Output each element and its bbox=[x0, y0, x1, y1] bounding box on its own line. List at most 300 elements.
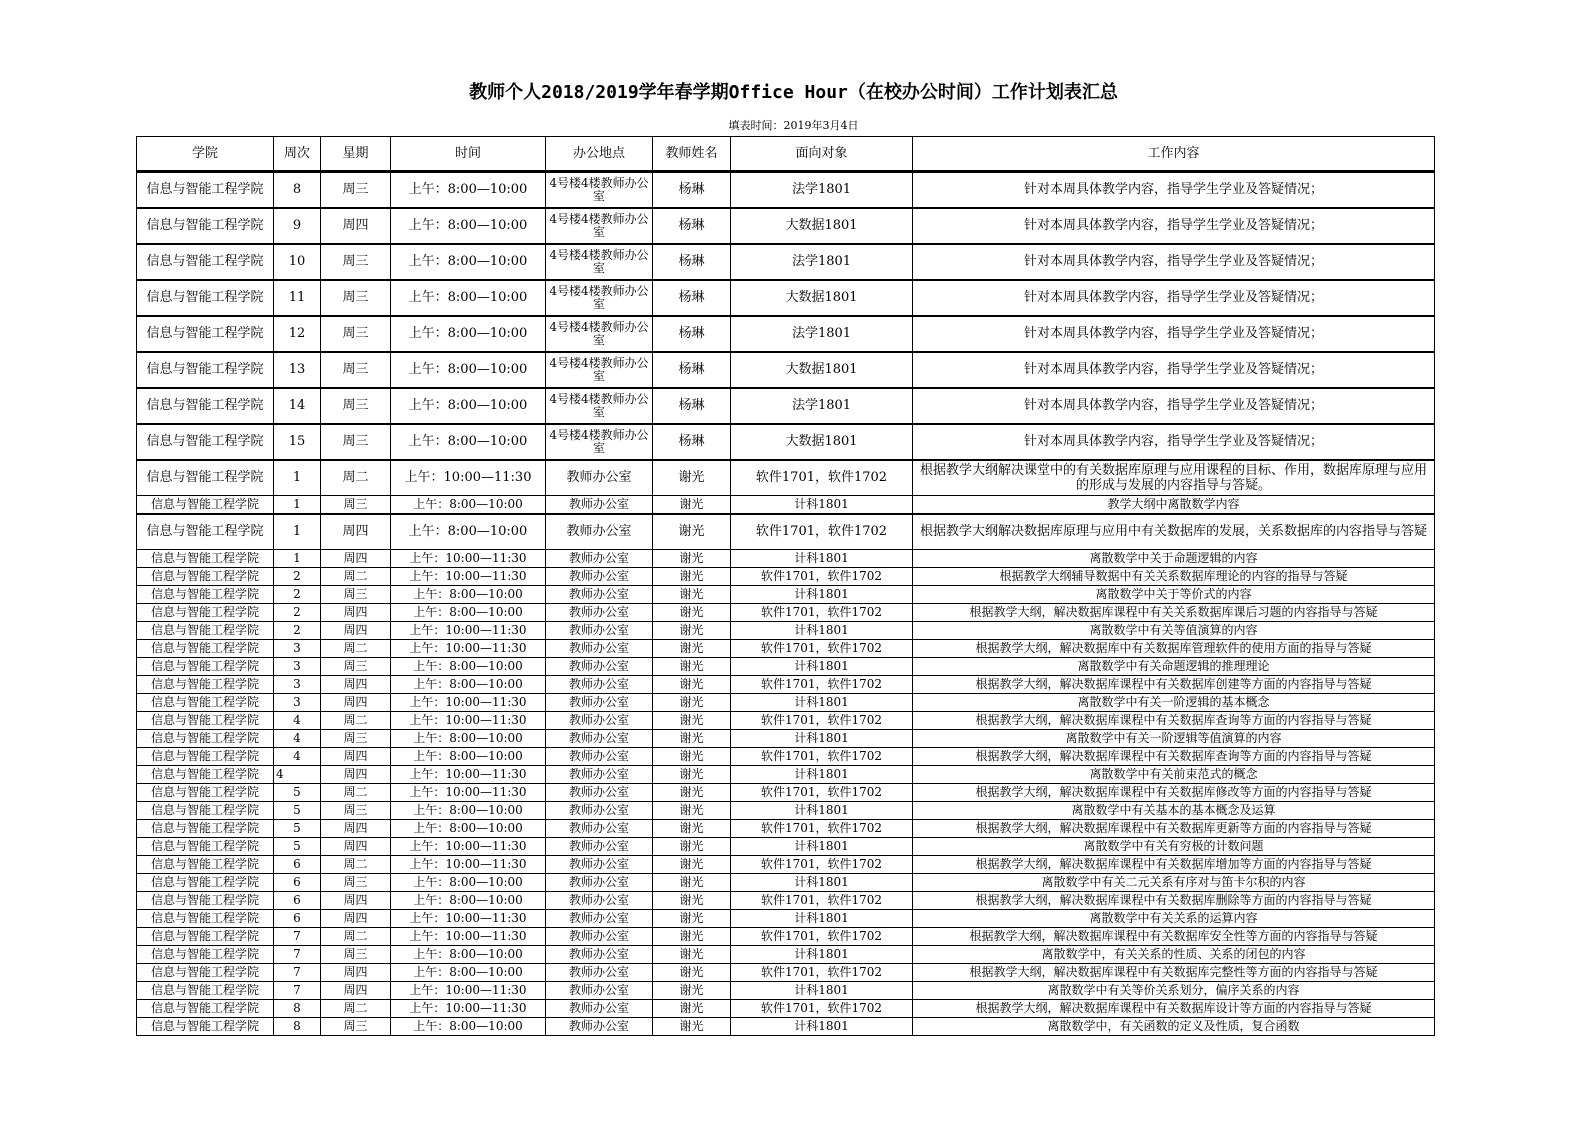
table-row bbox=[137, 694, 1435, 712]
col-header-target: 面向对象 bbox=[731, 137, 913, 172]
cell-location: 教师办公室 bbox=[546, 568, 653, 586]
cell-weekday: 周三 bbox=[321, 244, 391, 280]
cell-college: 信息与智能工程学院 bbox=[137, 802, 274, 820]
cell-weekday: 周二 bbox=[321, 712, 391, 730]
sheet-title: 教师个人2018/2019学年春学期Office Hour（在校办公时间）工作计划表汇总 bbox=[469, 82, 1118, 103]
cell-teacher: 谢光 bbox=[653, 730, 731, 748]
cell-time: 上午：10:00—11:30 bbox=[391, 622, 546, 640]
col-header-college: 学院 bbox=[137, 137, 274, 172]
cell-location: 教师办公室 bbox=[546, 982, 653, 1000]
cell-target: 软件1701，软件1702 bbox=[731, 784, 913, 802]
cell-content: 离散数学中关于等价式的内容 bbox=[913, 586, 1435, 604]
cell-target: 软件1701，软件1702 bbox=[731, 676, 913, 694]
cell-content: 离散数学中有关一阶逻辑等值演算的内容 bbox=[913, 730, 1435, 748]
header-row bbox=[137, 137, 1435, 172]
cell-teacher: 谢光 bbox=[653, 838, 731, 856]
cell-weekday: 周三 bbox=[321, 730, 391, 748]
cell-time: 上午：10:00—11:30 bbox=[391, 928, 546, 946]
cell-weekday: 周四 bbox=[321, 748, 391, 766]
cell-location: 教师办公室 bbox=[546, 856, 653, 874]
cell-week: 3 bbox=[274, 694, 321, 712]
cell-teacher: 谢光 bbox=[653, 748, 731, 766]
cell-college: 信息与智能工程学院 bbox=[137, 550, 274, 568]
cell-time: 上午：8:00—10:00 bbox=[391, 496, 546, 514]
cell-teacher: 谢光 bbox=[653, 640, 731, 658]
cell-location: 教师办公室 bbox=[546, 748, 653, 766]
cell-college: 信息与智能工程学院 bbox=[137, 730, 274, 748]
table-row bbox=[137, 820, 1435, 838]
cell-teacher: 杨琳 bbox=[653, 424, 731, 460]
cell-weekday: 周二 bbox=[321, 568, 391, 586]
cell-teacher: 谢光 bbox=[653, 784, 731, 802]
cell-college: 信息与智能工程学院 bbox=[137, 208, 274, 244]
cell-weekday: 周四 bbox=[321, 892, 391, 910]
cell-location: 教师办公室 bbox=[546, 766, 653, 784]
cell-week: 6 bbox=[274, 856, 321, 874]
table-row bbox=[137, 730, 1435, 748]
cell-college: 信息与智能工程学院 bbox=[137, 352, 274, 388]
cell-content: 针对本周具体教学内容，指导学生学业及答疑情况； bbox=[913, 388, 1435, 424]
cell-teacher: 谢光 bbox=[653, 622, 731, 640]
cell-week: 5 bbox=[274, 820, 321, 838]
cell-target: 计科1801 bbox=[731, 982, 913, 1000]
cell-time: 上午：8:00—10:00 bbox=[391, 730, 546, 748]
cell-location: 教师办公室 bbox=[546, 496, 653, 514]
cell-location: 4号楼4楼教师办公室 bbox=[546, 172, 653, 208]
cell-college: 信息与智能工程学院 bbox=[137, 1018, 274, 1036]
cell-week: 7 bbox=[274, 964, 321, 982]
cell-target: 软件1701，软件1702 bbox=[731, 748, 913, 766]
cell-weekday: 周四 bbox=[321, 208, 391, 244]
cell-teacher: 谢光 bbox=[653, 856, 731, 874]
cell-content: 根据教学大纲，解决数据库课程中有关数据库修改等方面的内容指导与答疑 bbox=[913, 784, 1435, 802]
cell-content: 根据教学大纲，解决数据库课程中有关数据库增加等方面的内容指导与答疑 bbox=[913, 856, 1435, 874]
cell-time: 上午：10:00—11:30 bbox=[391, 460, 546, 496]
cell-location: 教师办公室 bbox=[546, 658, 653, 676]
cell-time: 上午：8:00—10:00 bbox=[391, 280, 546, 316]
cell-time: 上午：8:00—10:00 bbox=[391, 586, 546, 604]
cell-location: 教师办公室 bbox=[546, 946, 653, 964]
cell-target: 软件1701，软件1702 bbox=[731, 964, 913, 982]
table-row bbox=[137, 946, 1435, 964]
cell-week: 14 bbox=[274, 388, 321, 424]
cell-college: 信息与智能工程学院 bbox=[137, 964, 274, 982]
cell-target: 计科1801 bbox=[731, 766, 913, 784]
cell-weekday: 周四 bbox=[321, 964, 391, 982]
cell-weekday: 周四 bbox=[321, 550, 391, 568]
cell-content: 根据教学大纲，解决数据库中有关数据库管理软件的使用方面的指导与答疑 bbox=[913, 640, 1435, 658]
cell-time: 上午：10:00—11:30 bbox=[391, 838, 546, 856]
table-row bbox=[137, 1000, 1435, 1018]
cell-target: 软件1701，软件1702 bbox=[731, 856, 913, 874]
cell-content: 离散数学中关于命题逻辑的内容 bbox=[913, 550, 1435, 568]
cell-content: 根据教学大纲，解决数据库课程中有关数据库安全性等方面的内容指导与答疑 bbox=[913, 928, 1435, 946]
cell-college: 信息与智能工程学院 bbox=[137, 820, 274, 838]
cell-week: 2 bbox=[274, 586, 321, 604]
cell-time: 上午：8:00—10:00 bbox=[391, 604, 546, 622]
table-row bbox=[137, 496, 1435, 514]
cell-teacher: 谢光 bbox=[653, 910, 731, 928]
cell-week: 7 bbox=[274, 982, 321, 1000]
cell-weekday: 周二 bbox=[321, 928, 391, 946]
cell-location: 教师办公室 bbox=[546, 784, 653, 802]
cell-week: 6 bbox=[274, 892, 321, 910]
table-row bbox=[137, 424, 1435, 460]
cell-teacher: 杨琳 bbox=[653, 388, 731, 424]
cell-time: 上午：10:00—11:30 bbox=[391, 640, 546, 658]
cell-target: 软件1701，软件1702 bbox=[731, 604, 913, 622]
cell-teacher: 杨琳 bbox=[653, 244, 731, 280]
cell-content: 离散数学中，有关关系的性质、关系的闭包的内容 bbox=[913, 946, 1435, 964]
cell-content: 根据教学大纲，解决数据库课程中有关数据库创建等方面的内容指导与答疑 bbox=[913, 676, 1435, 694]
cell-teacher: 谢光 bbox=[653, 514, 731, 550]
cell-target: 计科1801 bbox=[731, 874, 913, 892]
cell-college: 信息与智能工程学院 bbox=[137, 604, 274, 622]
cell-target: 软件1701，软件1702 bbox=[731, 568, 913, 586]
cell-college: 信息与智能工程学院 bbox=[137, 694, 274, 712]
cell-weekday: 周三 bbox=[321, 172, 391, 208]
cell-location: 教师办公室 bbox=[546, 910, 653, 928]
table-row bbox=[137, 568, 1435, 586]
cell-college: 信息与智能工程学院 bbox=[137, 1000, 274, 1018]
cell-time: 上午：8:00—10:00 bbox=[391, 244, 546, 280]
cell-content: 离散数学中，有关函数的定义及性质，复合函数 bbox=[913, 1018, 1435, 1036]
cell-week: 5 bbox=[274, 802, 321, 820]
cell-target: 计科1801 bbox=[731, 802, 913, 820]
cell-weekday: 周三 bbox=[321, 496, 391, 514]
cell-time: 上午：8:00—10:00 bbox=[391, 802, 546, 820]
cell-time: 上午：8:00—10:00 bbox=[391, 820, 546, 838]
cell-time: 上午：10:00—11:30 bbox=[391, 982, 546, 1000]
cell-college: 信息与智能工程学院 bbox=[137, 946, 274, 964]
cell-week: 15 bbox=[274, 424, 321, 460]
cell-content: 针对本周具体教学内容，指导学生学业及答疑情况； bbox=[913, 208, 1435, 244]
cell-college: 信息与智能工程学院 bbox=[137, 514, 274, 550]
cell-weekday: 周三 bbox=[321, 1018, 391, 1036]
cell-weekday: 周三 bbox=[321, 874, 391, 892]
cell-weekday: 周二 bbox=[321, 1000, 391, 1018]
table-row bbox=[137, 892, 1435, 910]
cell-college: 信息与智能工程学院 bbox=[137, 856, 274, 874]
table-row bbox=[137, 208, 1435, 244]
table-row bbox=[137, 352, 1435, 388]
cell-content: 根据教学大纲解决数据库原理与应用中有关数据库的发展，关系数据库的内容指导与答疑 bbox=[913, 514, 1435, 550]
cell-target: 软件1701，软件1702 bbox=[731, 892, 913, 910]
cell-week: 8 bbox=[274, 1018, 321, 1036]
cell-week: 3 bbox=[274, 676, 321, 694]
cell-content: 针对本周具体教学内容，指导学生学业及答疑情况； bbox=[913, 352, 1435, 388]
cell-teacher: 谢光 bbox=[653, 802, 731, 820]
cell-location: 教师办公室 bbox=[546, 622, 653, 640]
cell-target: 大数据1801 bbox=[731, 280, 913, 316]
cell-location: 教师办公室 bbox=[546, 1018, 653, 1036]
table-row bbox=[137, 910, 1435, 928]
cell-time: 上午：10:00—11:30 bbox=[391, 856, 546, 874]
cell-week: 2 bbox=[274, 622, 321, 640]
cell-target: 软件1701，软件1702 bbox=[731, 928, 913, 946]
cell-week: 9 bbox=[274, 208, 321, 244]
cell-college: 信息与智能工程学院 bbox=[137, 676, 274, 694]
cell-content: 离散数学中有关等值演算的内容 bbox=[913, 622, 1435, 640]
cell-target: 计科1801 bbox=[731, 910, 913, 928]
cell-target: 大数据1801 bbox=[731, 424, 913, 460]
cell-target: 计科1801 bbox=[731, 550, 913, 568]
col-header-week: 周次 bbox=[274, 137, 321, 172]
cell-time: 上午：8:00—10:00 bbox=[391, 424, 546, 460]
cell-target: 法学1801 bbox=[731, 244, 913, 280]
cell-teacher: 谢光 bbox=[653, 1000, 731, 1018]
cell-week: 13 bbox=[274, 352, 321, 388]
cell-time: 上午：8:00—10:00 bbox=[391, 676, 546, 694]
cell-teacher: 谢光 bbox=[653, 928, 731, 946]
cell-week: 2 bbox=[274, 604, 321, 622]
cell-content: 针对本周具体教学内容，指导学生学业及答疑情况； bbox=[913, 424, 1435, 460]
table-row bbox=[137, 604, 1435, 622]
cell-college: 信息与智能工程学院 bbox=[137, 496, 274, 514]
cell-teacher: 谢光 bbox=[653, 820, 731, 838]
cell-week: 10 bbox=[274, 244, 321, 280]
table-row bbox=[137, 838, 1435, 856]
table-row bbox=[137, 316, 1435, 352]
cell-time: 上午：10:00—11:30 bbox=[391, 784, 546, 802]
table-row bbox=[137, 928, 1435, 946]
cell-teacher: 谢光 bbox=[653, 946, 731, 964]
cell-teacher: 谢光 bbox=[653, 1018, 731, 1036]
cell-target: 计科1801 bbox=[731, 946, 913, 964]
cell-time: 上午：8:00—10:00 bbox=[391, 352, 546, 388]
cell-location: 教师办公室 bbox=[546, 676, 653, 694]
cell-teacher: 谢光 bbox=[653, 676, 731, 694]
cell-content: 离散数学中有关前束范式的概念 bbox=[913, 766, 1435, 784]
cell-teacher: 谢光 bbox=[653, 568, 731, 586]
cell-college: 信息与智能工程学院 bbox=[137, 838, 274, 856]
cell-week: 7 bbox=[274, 946, 321, 964]
cell-weekday: 周四 bbox=[321, 910, 391, 928]
cell-content: 根据教学大纲，解决数据库课程中有关数据库更新等方面的内容指导与答疑 bbox=[913, 820, 1435, 838]
cell-location: 教师办公室 bbox=[546, 712, 653, 730]
cell-weekday: 周四 bbox=[321, 694, 391, 712]
cell-week: 8 bbox=[274, 172, 321, 208]
cell-location: 4号楼4楼教师办公室 bbox=[546, 316, 653, 352]
cell-content: 针对本周具体教学内容，指导学生学业及答疑情况； bbox=[913, 172, 1435, 208]
cell-week: 4 bbox=[274, 766, 321, 784]
cell-content: 根据教学大纲解决课堂中的有关数据库原理与应用课程的目标、作用，数据库原理与应用的形成与发展的内容指导与答疑。 bbox=[913, 460, 1435, 496]
cell-weekday: 周四 bbox=[321, 838, 391, 856]
cell-content: 根据教学大纲，解决数据库课程中有关关系数据库课后习题的内容指导与答疑 bbox=[913, 604, 1435, 622]
cell-time: 上午：8:00—10:00 bbox=[391, 208, 546, 244]
cell-week: 1 bbox=[274, 496, 321, 514]
cell-target: 软件1701，软件1702 bbox=[731, 712, 913, 730]
cell-location: 教师办公室 bbox=[546, 802, 653, 820]
cell-content: 离散数学中有关等价关系划分，偏序关系的内容 bbox=[913, 982, 1435, 1000]
cell-time: 上午：8:00—10:00 bbox=[391, 514, 546, 550]
table-row bbox=[137, 766, 1435, 784]
cell-location: 教师办公室 bbox=[546, 550, 653, 568]
cell-location: 教师办公室 bbox=[546, 820, 653, 838]
cell-college: 信息与智能工程学院 bbox=[137, 982, 274, 1000]
cell-weekday: 周三 bbox=[321, 388, 391, 424]
table-row bbox=[137, 658, 1435, 676]
cell-location: 教师办公室 bbox=[546, 874, 653, 892]
cell-week: 1 bbox=[274, 460, 321, 496]
cell-teacher: 杨琳 bbox=[653, 280, 731, 316]
cell-week: 1 bbox=[274, 550, 321, 568]
office-hour-table bbox=[136, 136, 1435, 1036]
col-header-location: 办公地点 bbox=[546, 137, 653, 172]
table-row bbox=[137, 550, 1435, 568]
cell-location: 教师办公室 bbox=[546, 586, 653, 604]
cell-content: 针对本周具体教学内容，指导学生学业及答疑情况； bbox=[913, 280, 1435, 316]
cell-target: 计科1801 bbox=[731, 730, 913, 748]
table-row bbox=[137, 856, 1435, 874]
cell-college: 信息与智能工程学院 bbox=[137, 784, 274, 802]
cell-time: 上午：8:00—10:00 bbox=[391, 946, 546, 964]
table-row bbox=[137, 874, 1435, 892]
cell-target: 法学1801 bbox=[731, 388, 913, 424]
cell-week: 3 bbox=[274, 640, 321, 658]
cell-college: 信息与智能工程学院 bbox=[137, 874, 274, 892]
cell-week: 4 bbox=[274, 748, 321, 766]
cell-weekday: 周四 bbox=[321, 766, 391, 784]
cell-weekday: 周四 bbox=[321, 982, 391, 1000]
cell-teacher: 谢光 bbox=[653, 712, 731, 730]
cell-weekday: 周三 bbox=[321, 352, 391, 388]
table-row bbox=[137, 460, 1435, 496]
cell-weekday: 周四 bbox=[321, 514, 391, 550]
cell-content: 离散数学中有关命题逻辑的推理理论 bbox=[913, 658, 1435, 676]
cell-time: 上午：8:00—10:00 bbox=[391, 874, 546, 892]
table-row bbox=[137, 514, 1435, 550]
cell-location: 教师办公室 bbox=[546, 838, 653, 856]
cell-location: 教师办公室 bbox=[546, 964, 653, 982]
cell-time: 上午：8:00—10:00 bbox=[391, 748, 546, 766]
cell-target: 大数据1801 bbox=[731, 352, 913, 388]
cell-teacher: 谢光 bbox=[653, 874, 731, 892]
cell-week: 3 bbox=[274, 658, 321, 676]
cell-teacher: 谢光 bbox=[653, 892, 731, 910]
cell-college: 信息与智能工程学院 bbox=[137, 316, 274, 352]
cell-teacher: 杨琳 bbox=[653, 316, 731, 352]
cell-college: 信息与智能工程学院 bbox=[137, 388, 274, 424]
cell-week: 8 bbox=[274, 1000, 321, 1018]
cell-content: 针对本周具体教学内容，指导学生学业及答疑情况； bbox=[913, 316, 1435, 352]
cell-time: 上午：10:00—11:30 bbox=[391, 550, 546, 568]
table-row bbox=[137, 802, 1435, 820]
col-header-teacher: 教师姓名 bbox=[653, 137, 731, 172]
cell-teacher: 谢光 bbox=[653, 964, 731, 982]
cell-weekday: 周二 bbox=[321, 640, 391, 658]
cell-week: 5 bbox=[274, 784, 321, 802]
table-row bbox=[137, 280, 1435, 316]
cell-target: 计科1801 bbox=[731, 694, 913, 712]
table-row bbox=[137, 244, 1435, 280]
cell-content: 根据教学大纲，解决数据库课程中有关数据库设计等方面的内容指导与答疑 bbox=[913, 1000, 1435, 1018]
cell-college: 信息与智能工程学院 bbox=[137, 244, 274, 280]
col-header-weekday: 星期 bbox=[321, 137, 391, 172]
cell-weekday: 周四 bbox=[321, 604, 391, 622]
cell-time: 上午：8:00—10:00 bbox=[391, 658, 546, 676]
cell-weekday: 周二 bbox=[321, 460, 391, 496]
cell-content: 离散数学中有关二元关系有序对与笛卡尔积的内容 bbox=[913, 874, 1435, 892]
cell-target: 软件1701，软件1702 bbox=[731, 460, 913, 496]
cell-weekday: 周二 bbox=[321, 784, 391, 802]
cell-weekday: 周三 bbox=[321, 424, 391, 460]
table-row bbox=[137, 784, 1435, 802]
cell-content: 离散数学中有关有穷极的计数问题 bbox=[913, 838, 1435, 856]
cell-time: 上午：10:00—11:30 bbox=[391, 568, 546, 586]
cell-weekday: 周三 bbox=[321, 946, 391, 964]
cell-week: 7 bbox=[274, 928, 321, 946]
table-row bbox=[137, 1018, 1435, 1036]
cell-college: 信息与智能工程学院 bbox=[137, 766, 274, 784]
cell-college: 信息与智能工程学院 bbox=[137, 892, 274, 910]
cell-teacher: 谢光 bbox=[653, 658, 731, 676]
cell-location: 4号楼4楼教师办公室 bbox=[546, 388, 653, 424]
cell-college: 信息与智能工程学院 bbox=[137, 928, 274, 946]
cell-week: 1 bbox=[274, 514, 321, 550]
cell-week: 4 bbox=[274, 730, 321, 748]
cell-target: 计科1801 bbox=[731, 586, 913, 604]
cell-location: 教师办公室 bbox=[546, 730, 653, 748]
table-row bbox=[137, 388, 1435, 424]
cell-week: 11 bbox=[274, 280, 321, 316]
cell-college: 信息与智能工程学院 bbox=[137, 424, 274, 460]
col-header-content: 工作内容 bbox=[913, 137, 1435, 172]
cell-location: 4号楼4楼教师办公室 bbox=[546, 352, 653, 388]
cell-week: 2 bbox=[274, 568, 321, 586]
cell-content: 离散数学中有关关系的运算内容 bbox=[913, 910, 1435, 928]
cell-teacher: 谢光 bbox=[653, 766, 731, 784]
cell-weekday: 周四 bbox=[321, 820, 391, 838]
cell-content: 根据教学大纲，解决数据库课程中有关数据库完整性等方面的内容指导与答疑 bbox=[913, 964, 1435, 982]
cell-content: 离散数学中有关基本的基本概念及运算 bbox=[913, 802, 1435, 820]
cell-teacher: 谢光 bbox=[653, 460, 731, 496]
cell-target: 法学1801 bbox=[731, 316, 913, 352]
cell-teacher: 杨琳 bbox=[653, 208, 731, 244]
cell-content: 根据教学大纲，解决数据库课程中有关数据库查询等方面的内容指导与答疑 bbox=[913, 712, 1435, 730]
cell-time: 上午：8:00—10:00 bbox=[391, 388, 546, 424]
cell-location: 教师办公室 bbox=[546, 892, 653, 910]
cell-weekday: 周二 bbox=[321, 856, 391, 874]
cell-week: 6 bbox=[274, 910, 321, 928]
cell-time: 上午：10:00—11:30 bbox=[391, 712, 546, 730]
table-row bbox=[137, 622, 1435, 640]
cell-target: 计科1801 bbox=[731, 622, 913, 640]
cell-location: 教师办公室 bbox=[546, 928, 653, 946]
table-row bbox=[137, 964, 1435, 982]
cell-location: 教师办公室 bbox=[546, 514, 653, 550]
cell-target: 软件1701，软件1702 bbox=[731, 1000, 913, 1018]
cell-week: 4 bbox=[274, 712, 321, 730]
table-row bbox=[137, 172, 1435, 208]
cell-college: 信息与智能工程学院 bbox=[137, 658, 274, 676]
cell-content: 根据教学大纲辅导数据中有关关系数据库理论的内容的指导与答疑 bbox=[913, 568, 1435, 586]
cell-weekday: 周三 bbox=[321, 658, 391, 676]
cell-teacher: 谢光 bbox=[653, 982, 731, 1000]
cell-weekday: 周三 bbox=[321, 280, 391, 316]
cell-time: 上午：10:00—11:30 bbox=[391, 694, 546, 712]
cell-college: 信息与智能工程学院 bbox=[137, 586, 274, 604]
cell-content: 根据教学大纲，解决数据库课程中有关数据库查询等方面的内容指导与答疑 bbox=[913, 748, 1435, 766]
cell-location: 4号楼4楼教师办公室 bbox=[546, 424, 653, 460]
cell-week: 5 bbox=[274, 838, 321, 856]
cell-college: 信息与智能工程学院 bbox=[137, 640, 274, 658]
cell-target: 软件1701，软件1702 bbox=[731, 640, 913, 658]
cell-college: 信息与智能工程学院 bbox=[137, 280, 274, 316]
cell-location: 教师办公室 bbox=[546, 640, 653, 658]
cell-teacher: 谢光 bbox=[653, 586, 731, 604]
cell-location: 教师办公室 bbox=[546, 1000, 653, 1018]
